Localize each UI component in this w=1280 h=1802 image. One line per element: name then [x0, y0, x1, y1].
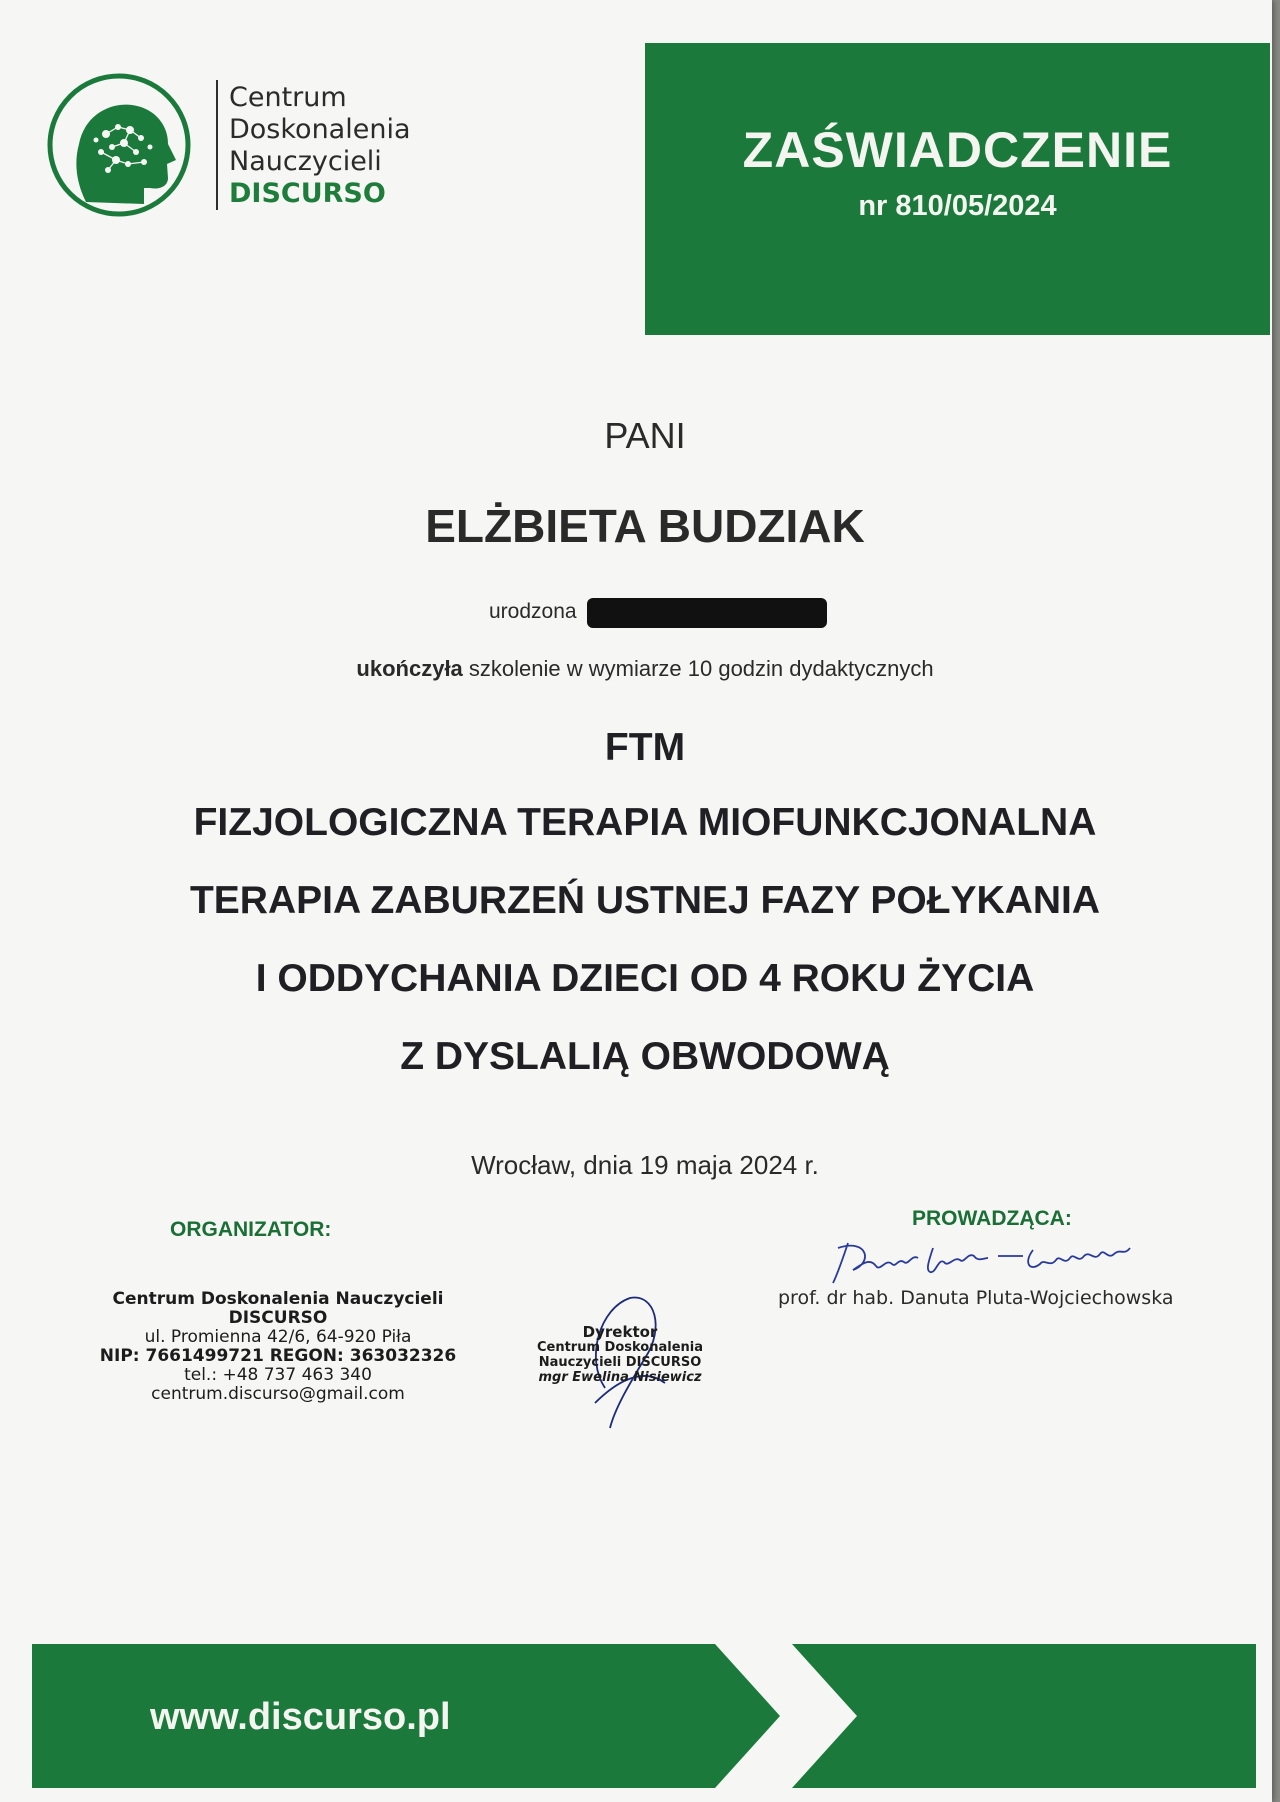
organizer-phone: tel.: +48 737 463 340	[184, 1365, 372, 1385]
certificate-title: ZAŚWIADCZENIE	[742, 122, 1173, 178]
footer-website-link[interactable]: www.discurso.pl	[150, 1696, 451, 1738]
course-line-4: I ODDYCHANIA DZIECI OD 4 ROKU ŻYCIA	[255, 957, 1035, 1000]
logo-line-3: Nauczycieli	[229, 146, 382, 177]
logo-line-1: Centrum	[229, 82, 347, 113]
redacted-birthdate	[587, 598, 827, 628]
salutation: PANI	[604, 415, 686, 456]
logo-divider	[216, 80, 218, 210]
organizer-address: ul. Promienna 42/6, 64-920 Piła	[144, 1327, 412, 1347]
brain-head-logo-icon	[46, 72, 192, 218]
organizer-stamp	[88, 1290, 468, 1404]
course-line-5: Z DYSLALIĄ OBWODOWĄ	[400, 1035, 890, 1078]
director-line-1: Centrum Doskonalenia	[536, 1340, 704, 1355]
completion-verb: ukończyła	[356, 656, 463, 681]
completion-text: szkolenie w wymiarze 10 godzin dydaktycznych	[462, 656, 934, 681]
director-title: Dyrektor	[582, 1323, 658, 1341]
lead-signature-icon	[808, 1228, 1188, 1290]
born-label: urodzona	[489, 600, 577, 623]
certificate-header-box	[645, 43, 1270, 335]
logo-line-2: Doskonalenia	[229, 114, 411, 145]
logo-wordmark	[229, 82, 411, 210]
lead-label: PROWADZĄCA:	[912, 1207, 1072, 1230]
place-and-date: Wrocław, dnia 19 maja 2024 r.	[471, 1150, 819, 1180]
director-stamp	[525, 1325, 715, 1385]
course-line-2: FIZJOLOGICZNA TERAPIA MIOFUNKCJONALNA	[193, 801, 1097, 844]
recipient-name: ELŻBIETA BUDZIAK	[425, 500, 865, 552]
completion-statement	[0, 656, 1280, 682]
organizer-name: Centrum Doskonalenia Nauczycieli	[112, 1289, 444, 1309]
organizer-nip-regon: NIP: 7661499721 REGON: 363032326	[99, 1346, 457, 1366]
organizer-brand: DISCURSO	[228, 1308, 328, 1328]
certificate-number: nr 810/05/2024	[858, 190, 1057, 222]
organizer-email: centrum.discurso@gmail.com	[151, 1384, 405, 1404]
organizer-label: ORGANIZATOR:	[170, 1218, 332, 1241]
lead-name: prof. dr hab. Danuta Pluta-Wojciechowska	[778, 1287, 1174, 1309]
director-name: mgr Ewelina Nisiewicz	[538, 1370, 702, 1385]
logo-brand: DISCURSO	[229, 178, 386, 209]
course-line-1: FTM	[604, 726, 686, 769]
director-line-2: Nauczycieli DISCURSO	[538, 1355, 702, 1370]
course-line-3: TERAPIA ZABURZEŃ USTNEJ FAZY POŁYKANIA	[189, 879, 1101, 922]
